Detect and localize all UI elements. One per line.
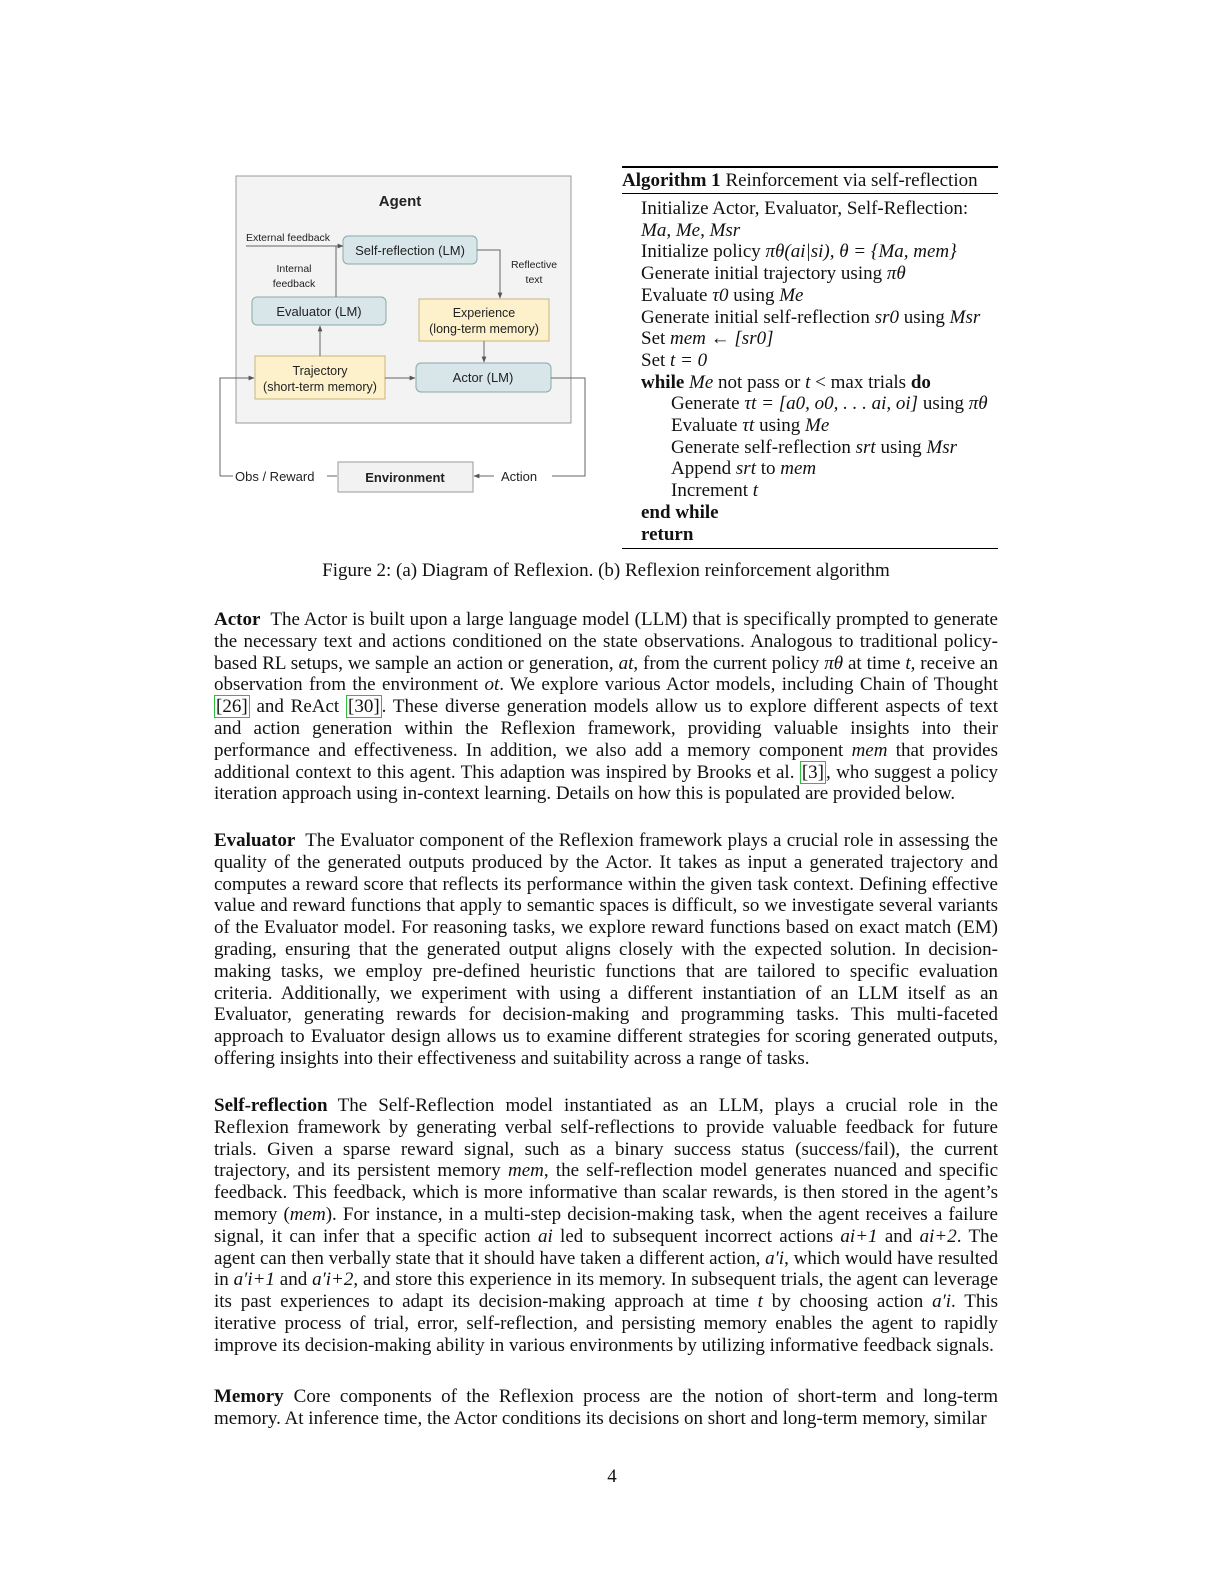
algorithm-number: Algorithm 1 [622,170,721,191]
algo-line: Generate τt = [a0, o0, . . . ai, oi] using πθ [671,393,988,415]
figure-caption: Figure 2: (a) Diagram of Reflexion. (b) Reflexion reinforcement algorithm [322,560,890,581]
algo-line: Append srt to mem [671,458,817,480]
external-feedback-label: External feedback [246,232,331,244]
algorithm-title [622,168,998,193]
algo-line: Set t = 0 [641,349,708,371]
paragraph-memory: Memory Core components of the Reflexion process are the notion of short-term and long-term memory. At inference time, the Actor conditions its decisions on short and long-term memory, similar [214,1386,998,1429]
internal-feedback-label-1: Internal [276,263,312,275]
paragraph-self-reflection: Self-reflection The Self-Reflection model instantiated as an LLM, plays a crucial role in the Reflexion framework by generating verbal self-reflections to provide valuable feedback for future trials. Given a sparse reward signal, such as a binary success status (success/fail), the current trajectory, and its persistent memory mem, the self-reflection model generates nuanced and specific feedback. This feedback, which is more informative than scalar rewards, is then stored in the agent’s memory (mem). For instance, in a multi-step decision-making task, when the agent receives a failure signal, it can infer that a specific action ai led to subsequent incorrect actions ai+1 and ai+2. The agent can then verbally state that it should have taken a different action, a′i, which would have resulted in a′i+1 and a′i+2, and store this experience in its memory. In subsequent trials, the agent can leverage its past experiences to adapt its decision-making approach at time t by choosing action a′i. This iterative process of trial, error, self-reflection, and persisting memory enables the agent to rapidly improve its decision-making ability in various environments by utilizing informative feedback signals. [214,1095,999,1356]
citation-link[interactable]: [30] [348,696,380,718]
environment-label: Environment [365,470,445,485]
algo-line: end while [641,501,719,523]
algo-line: Increment t [671,480,759,502]
algo-line: Generate self-reflection srt using Msr [671,436,958,458]
algo-line: Initialize policy πθ(ai|si), θ = {Ma, mem} [641,241,957,263]
paragraph-heading: Evaluator [214,830,296,851]
citation-link[interactable]: [26] [216,696,248,718]
paragraph-heading: Actor [214,609,261,630]
trajectory-label-1: Trajectory [292,364,348,378]
paragraph-actor: Actor The Actor is built upon a large language model (LLM) that is specifically prompted to generate the necessary text and actions conditioned on the state observations. Analogous to traditional policy-based RL setups, we sample an action or generation, at, from the current policy πθ at time t, receive an observation from the environment ot. We explore various Actor models, including Chain of Thought [26] and ReAct [30] . These diverse generation models allow us to explore different aspects of text and action generation within the Reflexion framework, providing valuable insights into their performance and effectiveness. In addition, we also add a memory component mem that provides additional context to this agent. This adaption was inspired by Brooks et al. [3] , who suggest a policy iteration approach using in-context learning. Details on how this is populated are provided below. [214,609,999,805]
algorithm-block [622,166,998,549]
algo-line: Evaluate τt using Me [671,415,830,437]
action-label: Action [501,469,538,484]
paragraph-evaluator: Evaluator The Evaluator component of the Reflexion framework plays a crucial role in assessing the quality of the generated outputs produced by the Actor. It takes as input a generated trajectory and computes a reward score that reflects its performance within the given task context. Defining effective value and reward functions that apply to semantic spaces is difficult, so we investigate several variants of the Evaluator model. For reasoning tasks, we explore reward functions based on exact match (EM) grading, ensuring that the generated output aligns closely with the expected solution. In decision-making tasks, we employ pre-defined heuristic functions that are tailored to specific evaluation criteria. Additionally, we experiment with using a different instantiation of an LLM itself as an Evaluator, generating rewards for decision-making and programming tasks. This multi-faceted approach to Evaluator design allows us to examine different strategies for scoring generated outputs, offering insights into their effectiveness and suitability across a range of tasks. [214,830,998,1069]
paragraph-heading: Self-reflection [214,1095,328,1116]
experience-label-1: Experience [452,306,516,320]
algo-line: Generate initial self-reflection sr0 using Msr [641,306,981,328]
experience-label-2: (long-term memory) [429,322,539,336]
algo-line: Set mem ← [sr0] [641,328,774,350]
algo-line: Evaluate τ0 using Me [641,284,804,306]
trajectory-label-2: (short-term memory) [263,380,377,394]
internal-feedback-label-2: feedback [272,278,316,290]
page-number: 4 [607,1466,617,1487]
algo-line: while Me not pass or t < max trials do [641,371,931,393]
algorithm-name: Reinforcement via self-reflection [725,170,978,191]
algo-line: Ma, Me, Msr [641,219,741,241]
reflective-text-label-2: text [525,274,543,286]
algo-line: return [641,523,694,545]
algorithm-bottom-rule [622,548,998,549]
citation-link[interactable]: [3] [801,761,825,783]
algo-line: Generate initial trajectory using πθ [641,263,906,285]
self-reflection-label: Self-reflection (LM) [355,243,465,258]
obs-reward-label: Obs / Reward [235,469,315,484]
evaluator-label: Evaluator (LM) [276,304,362,319]
algo-line: Initialize Actor, Evaluator, Self-Reflection: [641,198,969,219]
reflective-text-label-1: Reflective [510,259,558,271]
paragraph-heading: Memory [214,1386,284,1407]
reflexion-diagram [200,160,600,500]
actor-label: Actor (LM) [452,370,514,385]
agent-label: Agent [378,193,422,210]
